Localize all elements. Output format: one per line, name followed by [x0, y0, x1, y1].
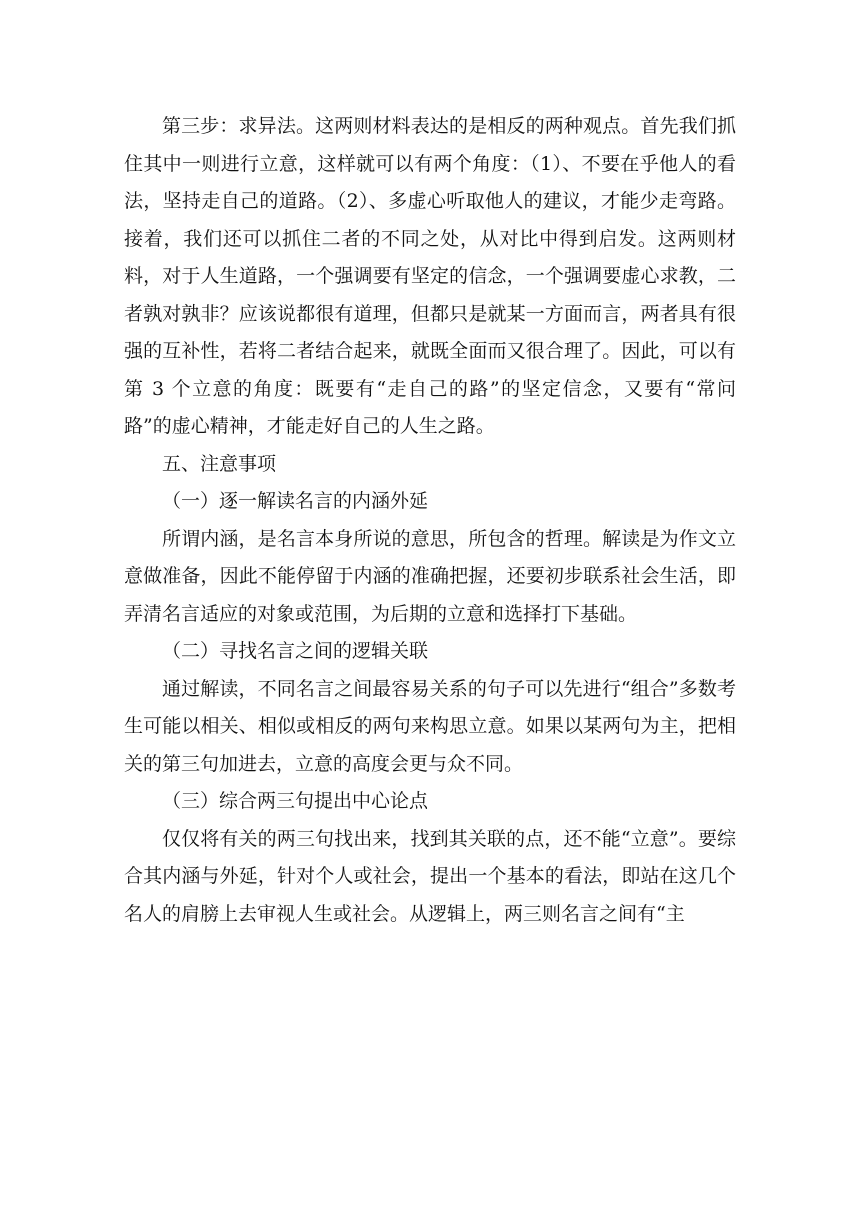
section-heading-notes: 五、注意事项: [162, 452, 277, 475]
paragraph-interpret: 所谓内涵，是名言本身所说的意思，所包含的哲理。解读是为作文立意做准备，因此不能停留于内涵的准确把握，还要初步联系社会生活，即弄清名言适应的对象或范围，为后期的立意和选择打下基础。: [124, 527, 736, 625]
subheading-logic: （二）寻找名言之间的逻辑关联: [162, 640, 429, 662]
paragraph-thesis: 仅仅将有关的两三句找出来，找到其关联的点，还不能“立意”。要综合其内涵与外延，针对个人或社会，提出一个基本的看法，即站在这几个名人的肩膀上去审视人生或社会。从逻辑上，两三则名言之间有“主: [124, 827, 736, 925]
paragraph-step-three: 第三步：求异法。这两则材料表达的是相反的两种观点。首先我们抓住其中一则进行立意，这样就可以有两个角度：（1）、不要在乎他人的看法，坚持走自己的道路。（2）、多虚心听取他人的建议，才能少走弯路。接着，我们还可以抓住二者的不同之处，从对比中得到启发。这两则材料，对于人生道路，一个强调要有坚定的信念，一个强调要虚心求教，二者孰对孰非？应该说都很有道理，但都只是就某一方面而言，两者具有很强的互补性，若将二者结合起来，就既全面而又很合理了。因此，可以有第 3 个立意的角度：既要有“走自己的路”的坚定信念，又要有“常问路”的虚心精神，才能走好自己的人生之路。: [124, 115, 736, 437]
subheading-thesis: （三）综合两三句提出中心论点: [162, 790, 429, 812]
subheading-interpret: （一）逐一解读名言的内涵外延: [162, 490, 429, 512]
paragraph-logic: 通过解读，不同名言之间最容易关系的句子可以先进行“组合”多数考生可能以相关、相似或相反的两句来构思立意。如果以某两句为主，把相关的第三句加进去，立意的高度会更与众不同。: [124, 677, 736, 775]
document-page: [124, 108, 736, 933]
